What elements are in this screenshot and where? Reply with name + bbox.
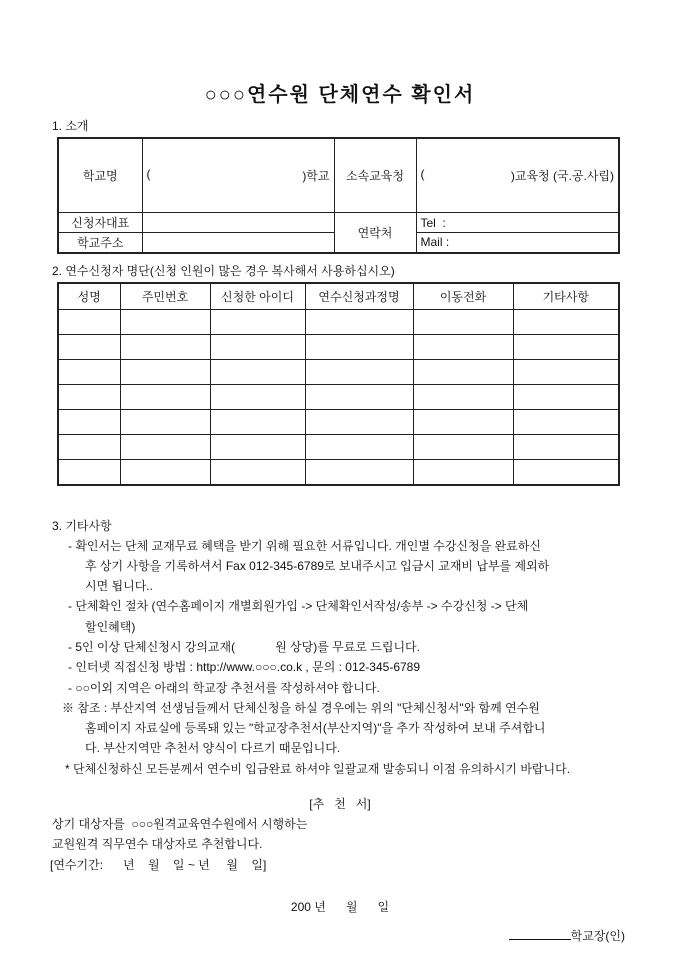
roster-header-row (58, 283, 619, 310)
roster-cell[interactable] (120, 460, 210, 485)
applicant-field[interactable] (142, 213, 334, 233)
roster-empty-row (58, 385, 619, 410)
roster-empty-row (58, 335, 619, 360)
recommendation-line: 상기 대상자를 ○○○원격교육연수원에서 시행하는 (52, 817, 308, 832)
roster-cell[interactable] (513, 310, 619, 335)
office-field[interactable] (416, 138, 619, 213)
mail-field[interactable]: Mail : (416, 233, 619, 253)
col-name: 성명 (58, 283, 120, 310)
roster-empty-row (58, 310, 619, 335)
section3-heading: 3. 기타사항 (52, 518, 112, 533)
roster-cell[interactable] (210, 335, 305, 360)
note-line: ※ 참조 : 부산지역 선생님들께서 단체신청을 하실 경우에는 위의 "단체신청서"와 함께 연수원 (62, 700, 540, 715)
recommendation-heading: [추 천 서] (309, 797, 371, 812)
address-label: 학교주소 (58, 233, 142, 253)
note-line: - 5인 이상 단체신청시 강의교재( 원 상당)를 무료로 드립니다. (68, 639, 420, 654)
roster-cell[interactable] (210, 385, 305, 410)
roster-cell[interactable] (513, 385, 619, 410)
note-line: 시면 됩니다.. (85, 579, 153, 594)
roster-cell[interactable] (120, 310, 210, 335)
roster-cell[interactable] (305, 310, 413, 335)
roster-cell[interactable] (513, 360, 619, 385)
roster-table (57, 282, 620, 486)
roster-cell[interactable] (413, 410, 513, 435)
tel-field[interactable]: Tel : (416, 213, 619, 233)
close-paren-school: )학교 (302, 169, 330, 183)
roster-cell[interactable] (513, 410, 619, 435)
note-line: - 단체확인 절차 (연수홈페이지 개별회원가입 -> 단체확인서작성/송부 -> 수강신청 -> 단체 (68, 599, 529, 614)
roster-empty-row (58, 435, 619, 460)
roster-empty-row (58, 410, 619, 435)
section1-heading: 1. 소개 (52, 119, 89, 133)
roster-cell[interactable] (58, 410, 120, 435)
roster-cell[interactable] (58, 385, 120, 410)
roster-cell[interactable] (513, 460, 619, 485)
roster-cell[interactable] (513, 335, 619, 360)
close-paren-office: )교육청 (국.공.사립) (510, 169, 614, 183)
roster-empty-row (58, 460, 619, 485)
roster-cell[interactable] (120, 385, 210, 410)
school-name-label: 학교명 (58, 138, 142, 213)
date-line: 200 년 월 일 (290, 899, 390, 914)
roster-cell[interactable] (210, 360, 305, 385)
roster-cell[interactable] (305, 335, 413, 360)
roster-cell[interactable] (413, 360, 513, 385)
signature-blank-line[interactable] (509, 927, 571, 940)
col-resident-id: 주민번호 (120, 283, 210, 310)
roster-cell[interactable] (210, 310, 305, 335)
training-period-line: [연수기간: 년 월 일 ~ 년 월 일] (50, 857, 267, 872)
roster-cell[interactable] (58, 335, 120, 360)
note-line: 후 상기 사항을 기록하셔서 Fax 012-345-6789로 보내주시고 입금시 교재비 납부를 제외하 (85, 558, 550, 573)
note-line: 홈페이지 자료실에 등록돼 있는 "학교장추천서(부산지역)"을 추가 작성하여 보내 주셔합니 (85, 721, 546, 736)
roster-cell[interactable] (58, 460, 120, 485)
school-name-field[interactable] (142, 138, 334, 213)
roster-cell[interactable] (305, 360, 413, 385)
roster-cell[interactable] (210, 460, 305, 485)
note-line: - 확인서는 단체 교재무료 혜택을 받기 위해 필요한 서류입니다. 개인별 수강신청을 완료하신 (68, 538, 541, 553)
contact-label: 연락처 (334, 213, 416, 253)
roster-cell[interactable] (305, 460, 413, 485)
office-label: 소속교육청 (334, 138, 416, 213)
roster-cell[interactable] (305, 435, 413, 460)
col-course-name: 연수신청과정명 (305, 283, 413, 310)
note-line: 할인혜택) (85, 619, 136, 634)
roster-cell[interactable] (120, 360, 210, 385)
roster-cell[interactable] (58, 435, 120, 460)
roster-cell[interactable] (413, 335, 513, 360)
open-paren: ( (420, 167, 425, 181)
roster-cell[interactable] (413, 435, 513, 460)
roster-cell[interactable] (58, 360, 120, 385)
col-mobile: 이동전화 (413, 283, 513, 310)
open-paren: ( (146, 167, 151, 181)
roster-cell[interactable] (210, 435, 305, 460)
section2-heading: 2. 연수신청자 명단(신청 인원이 많은 경우 복사해서 사용하십시오) (52, 263, 395, 278)
roster-body (58, 310, 619, 485)
address-field[interactable] (142, 233, 334, 253)
roster-cell[interactable] (413, 385, 513, 410)
col-etc: 기타사항 (513, 283, 619, 310)
roster-cell[interactable] (305, 410, 413, 435)
roster-cell[interactable] (120, 435, 210, 460)
roster-cell[interactable] (120, 410, 210, 435)
page-title: ○○○연수원 단체연수 확인서 (204, 84, 476, 106)
notes-list (52, 536, 680, 780)
applicant-label: 신청자대표 (58, 213, 142, 233)
intro-row-school (58, 138, 619, 213)
signature-area (0, 927, 680, 944)
note-line: * 단체신청하신 모든분께서 연수비 입금완료 하셔야 일괄교재 발송되니 이점 유의하시기 바랍니다. (65, 761, 571, 776)
roster-cell[interactable] (120, 335, 210, 360)
roster-cell[interactable] (513, 435, 619, 460)
note-line: 다. 부산지역만 추천서 양식이 다르기 때문입니다. (85, 741, 341, 756)
roster-empty-row (58, 360, 619, 385)
roster-cell[interactable] (305, 385, 413, 410)
roster-cell[interactable] (58, 310, 120, 335)
roster-cell[interactable] (210, 410, 305, 435)
intro-table (57, 137, 620, 254)
recommendation-line: 교원원격 직무연수 대상자로 추천합니다. (52, 837, 263, 852)
roster-cell[interactable] (413, 310, 513, 335)
intro-row-applicant (58, 213, 619, 233)
signature-label: 학교장(인) (570, 928, 625, 943)
col-applied-id: 신청한 아이디 (210, 283, 305, 310)
note-line: - ○○이외 지역은 아래의 학교장 추천서를 작성하셔야 합니다. (68, 680, 380, 695)
note-line: - 인터넷 직접신청 방법 : http://www.○○○.co.k , 문의 : 012-345-6789 (68, 660, 421, 675)
roster-cell[interactable] (413, 460, 513, 485)
